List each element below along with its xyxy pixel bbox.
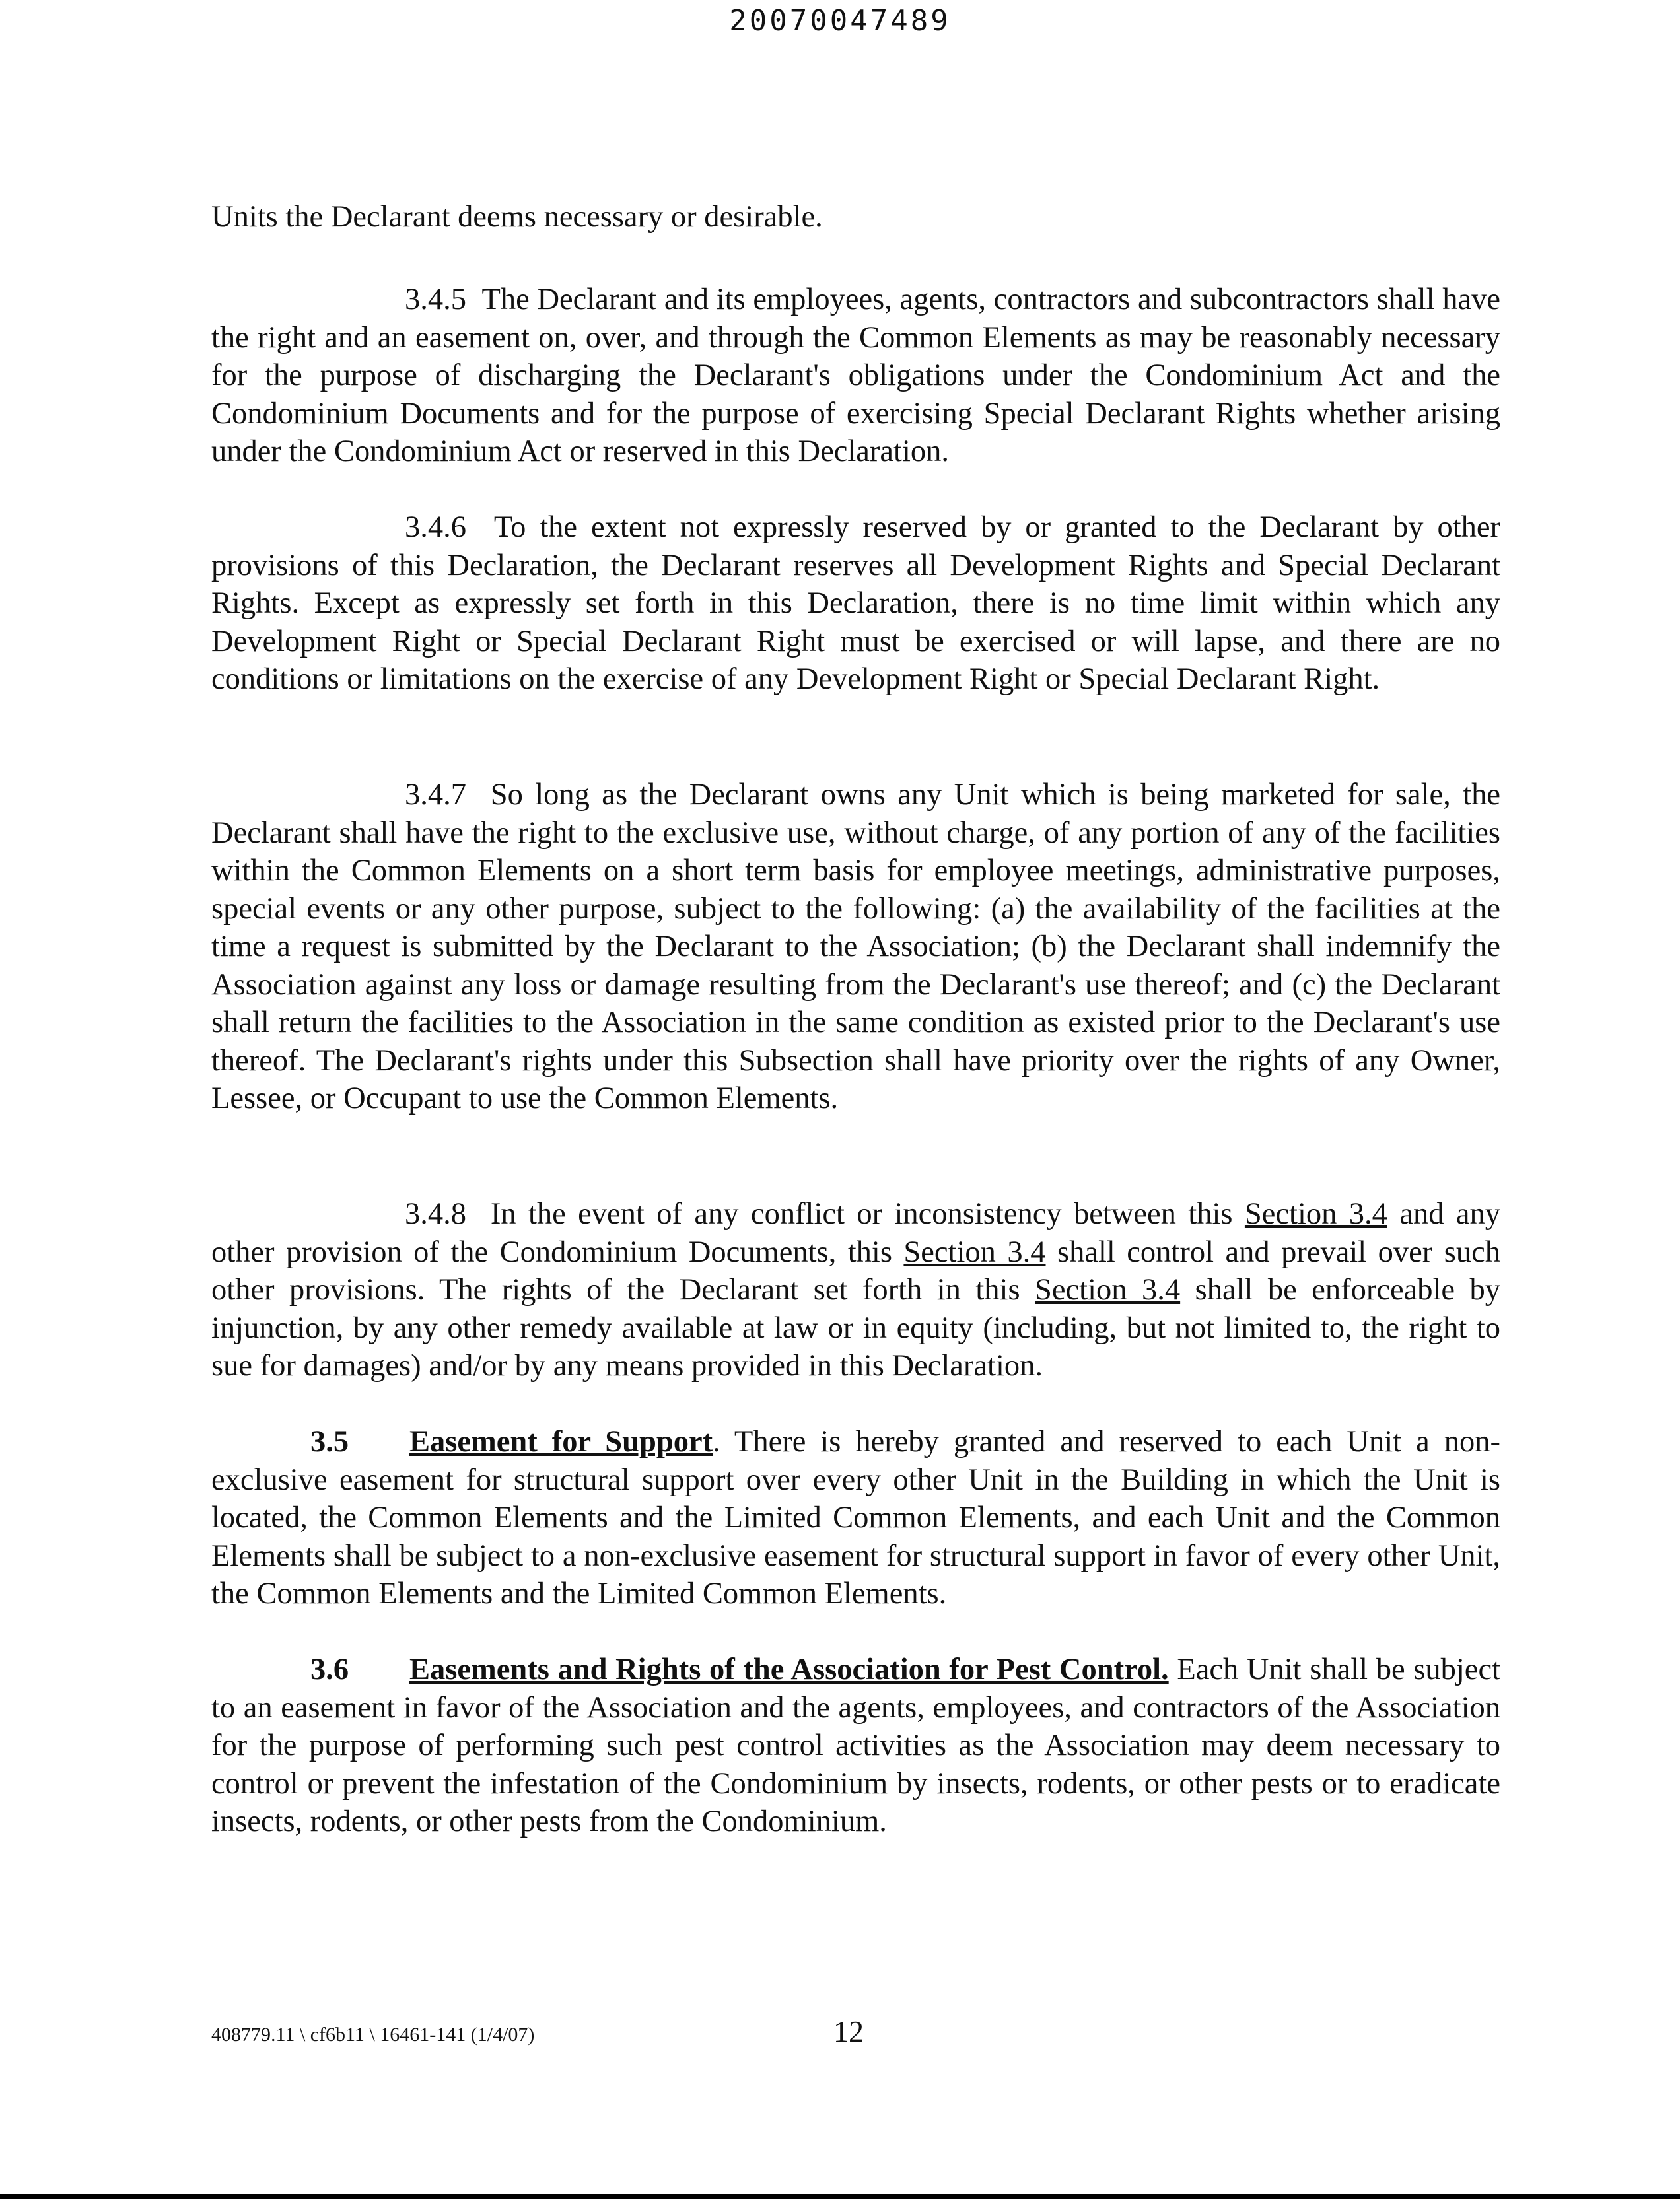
paragraph-text: So long as the Declarant owns any Unit which is being marketed for sale, the Declarant shall have the right to the exclusive use, without charge, of any portion of any of the facilities within the Common Elements on a short term basis for employee meetings, administrative purposes, special events or any other purpose, subject to the following: (a) the availability of the facilities at the time a request is submitted by the Declarant to the Association; (b) the Declarant shall indemnify the Association against any loss or damage resulting from the Declarant's use thereof; and (c) the Declarant shall return the facilities to the Association in the same condition as existed prior to the Declarant's use thereof. The Declarant's rights under this Subsection shall have priority over the rights of any Owner, Lessee, or Occupant to use the Common Elements. (211, 778, 1500, 1115)
section-title: Easements and Rights of the Association for Pest Control. (409, 1653, 1169, 1686)
paragraph-3-4-7 (211, 776, 1500, 1118)
section-number: 3.4.6 (405, 510, 466, 544)
section-title: Easement for Support (409, 1425, 713, 1459)
paragraph-text: shall be enforceable by injunction, by any other remedy available at law or in equity (including, but not limited to, the right to sue for damages) and/or by any means provided in this Declaration. (211, 1273, 1501, 1383)
paragraph-text: The Declarant and its employees, agents, contractors and subcontractors shall have the right and an easement on, over, and through the Common Elements as may be reasonably necessary for the purpose of discharging the Declarant's obligations under the Condominium Act and the Condominium Documents and for the purpose of exercising Special Declarant Rights whether arising under the Condominium Act or reserved in this Declaration. (211, 283, 1501, 468)
paragraph-text: In the event of any conflict or inconsistency between this (490, 1197, 1233, 1231)
paragraph-text: To the extent not expressly reserved by or granted to the Declarant by other provisions of this Declaration, the Declarant reserves all Development Rights and Special Declarant Rights. Except as expressly set forth in this Declaration, there is no time limit within which any Development Right or Special Declarant Right must be exercised or will lapse, and there are no conditions or limitations on the exercise of any Development Right or Special Declarant Right. (211, 510, 1500, 696)
paragraph-3-4-5 (211, 281, 1500, 471)
paragraph-3-4-6 (211, 508, 1500, 699)
page-number: 12 (833, 2015, 864, 2048)
section-number: 3.4.7 (405, 778, 466, 811)
paragraph-text: . There is hereby granted and reserved to each Unit a non-exclusive easement for structural support over every other Unit in the Building in which the Unit is located, the Common Elements and the Limited Common Elements, and each Unit and the Common Elements shall be subject to a non-exclusive easement for structural support in favor of every other Unit, the Common Elements and the Limited Common Elements. (211, 1425, 1500, 1610)
paragraph-text: and any other provision of the Condominium Documents, this (211, 1197, 1501, 1269)
section-number: 3.6 (310, 1653, 349, 1686)
section-3-6 (211, 1651, 1500, 1841)
section-number: 3.5 (310, 1425, 349, 1459)
continuation-paragraph (211, 198, 1500, 236)
section-number: 3.4.5 (405, 283, 466, 316)
section-3-5 (211, 1423, 1500, 1613)
section-reference: Section 3.4 (903, 1235, 1046, 1269)
bottom-scan-border (0, 2194, 1680, 2199)
continuation-text: Units the Declarant deems necessary or desirable. (211, 200, 823, 234)
footer-document-id: 408779.11 \ cf6b11 \ 16461-141 (1/4/07) (211, 2024, 535, 2046)
paragraph-3-4-8 (211, 1195, 1500, 1385)
section-reference: Section 3.4 (1244, 1197, 1387, 1231)
document-number: 20070047489 (729, 4, 951, 38)
paragraph-text: Each Unit shall be subject to an easement in favor of the Association and the agents, employees, and contractors of the Association for the purpose of performing such pest control activities as the Association may deem necessary to control or prevent the infestation of the Condominium by insects, rodents, or other pests or to eradicate insects, rodents, or other pests from the Condominium. (211, 1653, 1500, 1838)
section-reference: Section 3.4 (1035, 1273, 1181, 1307)
paragraph-text: shall control and prevail over such other provisions. The rights of the Declarant set forth in this (211, 1235, 1501, 1307)
section-number: 3.4.8 (405, 1197, 466, 1231)
